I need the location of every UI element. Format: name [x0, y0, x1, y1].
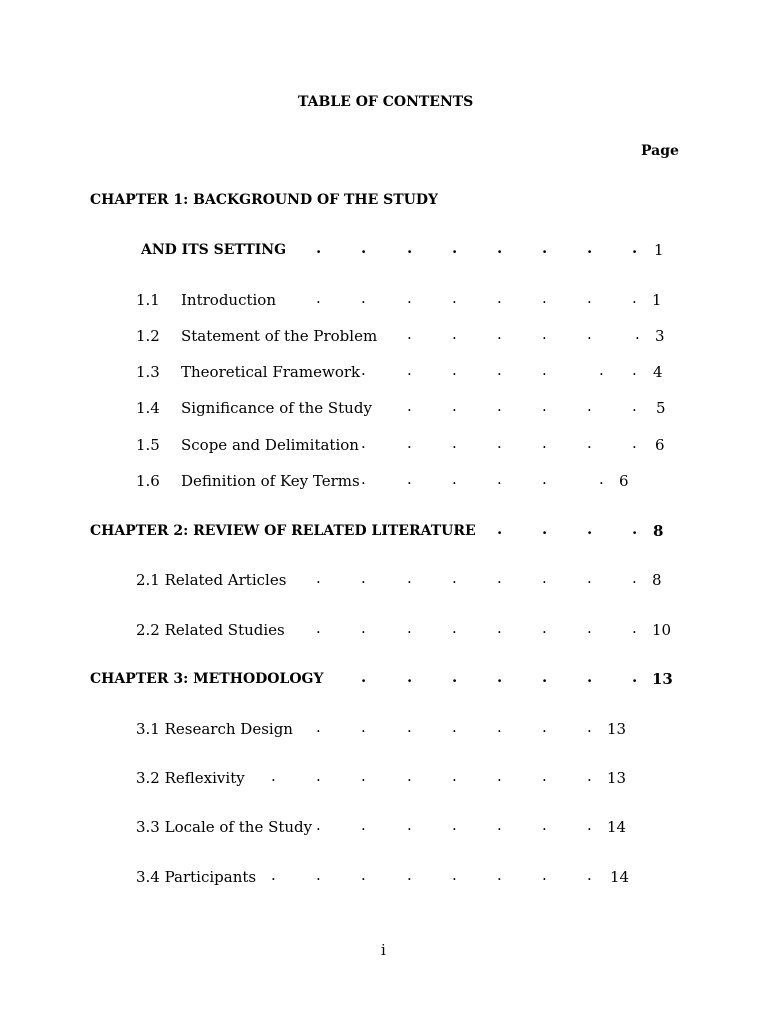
section-number: 1.2	[136, 327, 160, 345]
section-page-number: 13	[607, 769, 627, 787]
section-page-number: 4	[653, 363, 663, 381]
section-number: 1.6	[136, 472, 160, 490]
section-page-number: 6	[619, 472, 629, 490]
section-title: Statement of the Problem	[181, 327, 378, 345]
chapter-2-page-number: 8	[653, 522, 664, 540]
section-number: 1.1	[136, 291, 160, 309]
chapter-1-heading-continued: AND ITS SETTING	[141, 242, 287, 258]
page-column-header: Page	[641, 143, 679, 159]
document-page: TABLE OF CONTENTS Page CHAPTER 1: BACKGROUND OF THE STUDY AND ITS SETTING . . . . . . . . 1 1.1 Introduction . . . . . . . . 1 1.2 Statement of the Problem . . . . . . 3 1.3 Theoretical Framework . . . . . . . 4 1.4 Significance of the Study . . . . . . 5 1.5 Scope and Delimitation . . . . . . . 6 1.6 Definition of Key Terms . . . . . . 6 CHAPTER 2: REVIEW OF RELATED LITERATURE . . . . 8 2.1 Related Articles . . . . . . . . 8 2.2 Related Studies . . . . . . . . 10 CHAPTER 3: METHODOLOGY . . . . . . . 13 3.1 Research Design . . . . . . . 13 3.2 Reflexivity . . . . . . . . 13 3.3 Locale of the Study . . . . . . . 14 3.4 Participants . . . . . . . . 14 i	[90, 94, 679, 959]
section-page-number: 14	[610, 868, 630, 886]
chapter-1-page-number: 1	[654, 241, 664, 259]
section-page-number: 1	[652, 291, 662, 309]
section-title: 2.2 Related Studies	[136, 621, 285, 639]
section-number: 1.5	[136, 436, 160, 454]
section-page-number: 8	[652, 571, 662, 589]
chapter-3-page-number: 13	[652, 670, 673, 688]
chapter-2-heading: CHAPTER 2: REVIEW OF RELATED LITERATURE	[90, 523, 476, 539]
section-page-number: 5	[656, 399, 666, 417]
section-page-number: 14	[607, 818, 627, 836]
section-title: 3.2 Reflexivity	[136, 769, 245, 787]
section-page-number: 3	[655, 327, 665, 345]
section-title: Scope and Delimitation	[181, 436, 359, 454]
section-page-number: 6	[655, 436, 665, 454]
section-title: Introduction	[181, 291, 276, 309]
section-title: Significance of the Study	[181, 399, 372, 417]
section-title: Theoretical Framework	[181, 363, 361, 381]
section-page-number: 13	[607, 720, 627, 738]
section-title: 3.3 Locale of the Study	[136, 818, 313, 836]
page-title: TABLE OF CONTENTS	[298, 94, 474, 110]
section-number: 1.3	[136, 363, 160, 381]
chapter-3-heading: CHAPTER 3: METHODOLOGY	[90, 671, 324, 687]
section-page-number: 10	[652, 621, 672, 639]
footer-page-number: i	[381, 941, 386, 959]
section-title: 3.4 Participants	[136, 868, 257, 886]
chapter-1-heading: CHAPTER 1: BACKGROUND OF THE STUDY	[90, 192, 439, 208]
section-title: Definition of Key Terms	[181, 472, 360, 490]
section-number: 1.4	[136, 399, 160, 417]
section-title: 3.1 Research Design	[136, 720, 293, 738]
section-title: 2.1 Related Articles	[136, 571, 287, 589]
